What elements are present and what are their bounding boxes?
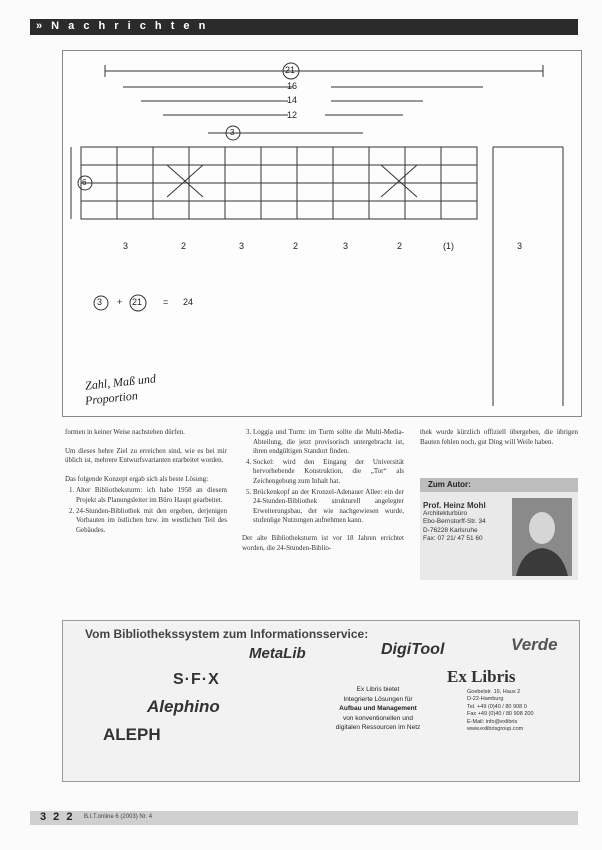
aleph-logo: ALEPH <box>103 725 161 744</box>
architectural-sketch <box>62 50 582 417</box>
exlibris-logo: Ex Libris <box>447 667 516 686</box>
equation-a: 3 <box>97 297 103 307</box>
author-city: D-76228 Karlsruhe <box>423 526 478 534</box>
concept-list-2 <box>242 428 404 526</box>
address-line: D-22-Hamburg <box>467 696 504 703</box>
exlibris-advertisement <box>62 620 580 782</box>
label-21: 21 <box>285 65 296 75</box>
verde-logo: Verde <box>511 635 558 654</box>
bottom-num: 2 <box>397 241 403 251</box>
paragraph: Das folgende Konzept ergab sich als beste Lösung: <box>65 474 209 483</box>
author-photo <box>512 498 572 576</box>
equation-b: 21 <box>132 297 143 307</box>
address-line: Tel. +49 (0)40 / 80 908 0 <box>467 703 527 710</box>
address-line: E-Mail: info@exlibris <box>467 718 518 725</box>
address-line: Fax +49 (0)40 / 80 908 200 <box>467 711 534 718</box>
equation-eq: = <box>163 297 169 307</box>
author-street: Ebo-Bernstorff-Str. 34 <box>423 518 486 526</box>
list-item: 5. Brückenkopf an der Kronzel-Adenauer Allee: ein der 24-Stunden-Bibliothek strukturell angelegter Erweiterungsbau, der wie nachgewiesen wurde, stufenlige Nutzungen aufnehmen kann. <box>253 488 404 526</box>
digitool-logo: DigiTool <box>381 641 445 658</box>
text-column-1 <box>65 428 227 536</box>
paragraph: Um dieses hehre Ziel zu erreichen sind, wie es bei mir üblich ist, mehrere Entwurfsvarianten erarbeitet worden. <box>65 446 227 465</box>
sfx-logo: S·F·X <box>173 671 220 688</box>
tagline-line: von konventionellen und <box>342 714 414 722</box>
list-item: 4. Sockel: wird den Eingang der Universität hervorhebende Konstruktion, die „Tor“ als Zeichengebung zum Inhalt hat. <box>253 458 404 487</box>
equation-result: 24 <box>183 297 194 307</box>
section-title: » N a c h r i c h t e n <box>36 20 209 32</box>
label-6: 6 <box>82 178 87 187</box>
bottom-num: 3 <box>123 241 129 251</box>
list-item: 1. Alter Bibliotheksturm: ich habe 1958 an diesem Projekt als Planungsleiter im Büro Haupt gearbeitet. <box>76 486 227 505</box>
text-column-3 <box>420 428 578 456</box>
list-item: 3. Loggia und Turm: im Turm sollte die Multi-Media-Abteilung, die jetzt provisorisch untergebracht ist, ihren endgültigen Standort finden. <box>253 428 404 457</box>
ad-headline: Vom Bibliothekssystem zum Informationsservice: <box>85 627 369 641</box>
label-3: 3 <box>230 128 235 137</box>
alephino-logo: Alephino <box>147 697 220 716</box>
list-item: 2. 24-Stunden-Bibliothek mit den ergeben, derjenigen Vorbauten im östlichen bzw. im westlichen Teil des Gebäudes. <box>76 507 227 536</box>
equation-plus: + <box>117 297 123 307</box>
paragraph: formen in keiner Weise nachstehen dürfen. <box>65 428 185 436</box>
bottom-num: 3 <box>239 241 245 251</box>
exlibris-address <box>467 689 575 733</box>
label-14: 14 <box>287 95 298 105</box>
page-number: 3 2 2 <box>40 811 75 823</box>
paragraph: Der alte Bibliotheksturm ist vor 18 Jahren errichtet worden, die 24-Stunden-Biblio- <box>242 533 404 552</box>
concept-list-1 <box>65 486 227 535</box>
author-heading: Zum Autor: <box>420 478 578 492</box>
author-fax: Fax: 07 21/ 47 51 60 <box>423 534 483 542</box>
author-details <box>423 502 515 543</box>
label-16: 16 <box>287 81 298 91</box>
handwritten-note-2: Proportion <box>84 388 139 408</box>
magazine-reference: B.I.T.online 6 (2003) Nr. 4 <box>84 814 153 820</box>
label-12: 12 <box>287 110 298 120</box>
tagline-line: Ex Libris bietet <box>356 686 400 693</box>
paragraph: thek wurde kürzlich offiziell übergeben, die übrigen Bauten fehlen noch, gut Ding will Weile haben. <box>420 428 578 446</box>
address-line: www.exlibrisgroup.com <box>467 726 524 733</box>
bottom-num: 2 <box>181 241 187 251</box>
tagline-line: Integrierte Lösungen für <box>343 695 413 703</box>
author-role: Architekturbüro <box>423 510 468 518</box>
address-line: Goebelstr. 19, Haus 2 <box>467 689 521 695</box>
tagline-line: digitalen Ressourcen im Netz <box>335 724 421 731</box>
exlibris-tagline <box>303 685 453 733</box>
bottom-num: (1) <box>443 241 454 251</box>
handwritten-note-1: Zahl, Maß und <box>84 371 157 393</box>
author-name: Prof. Heinz Mohl <box>423 501 486 510</box>
bottom-num: 2 <box>293 241 299 251</box>
text-column-2 <box>242 428 404 562</box>
bottom-num: 3 <box>517 241 523 251</box>
bottom-num: 3 <box>343 241 349 251</box>
metalib-logo: MetaLib <box>249 645 306 662</box>
sketch-drawing <box>63 51 581 416</box>
tagline-line: Aufbau und Management <box>339 705 417 712</box>
